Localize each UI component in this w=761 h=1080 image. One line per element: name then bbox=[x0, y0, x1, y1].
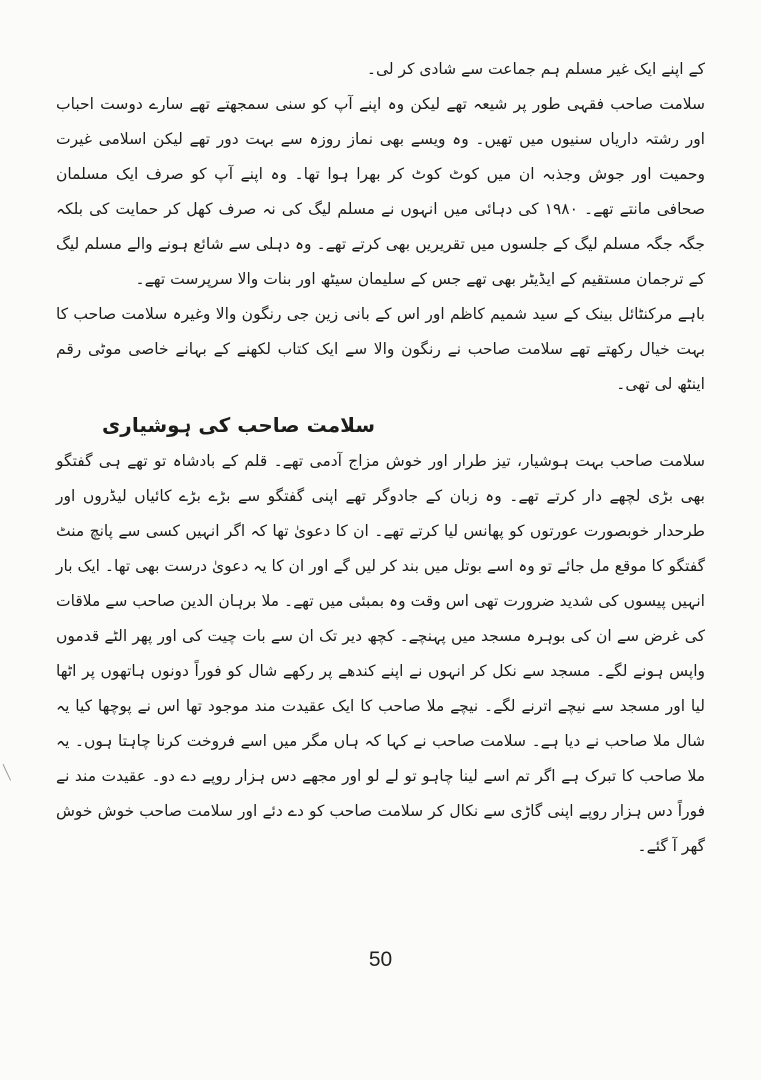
section-body bbox=[56, 444, 705, 864]
page-number: 50 bbox=[368, 948, 393, 971]
paragraph: باہے مرکنٹائل بینک کے سید شمیم کاظم اور اس کے بانی زین جی رنگون والا وغیرہ سلامت صاحب کا بہت خیال رکھتے تھے سلامت صاحب نے رنگون والا سے ایک کتاب لکھنے کے بہانے خاصی موٹی رقم اینٹھ لی تھی۔ bbox=[56, 305, 705, 393]
scan-edge-mark bbox=[3, 761, 17, 780]
paragraph: کے اپنے ایک غیر مسلم ہم جماعت سے شادی کر لی۔ bbox=[366, 60, 705, 78]
section-intro bbox=[56, 52, 705, 402]
section-heading: سلامت صاحب کی ہوشیاری bbox=[101, 413, 375, 437]
paragraph: سلامت صاحب فقہی طور پر شیعہ تھے لیکن وہ اپنے آپ کو سنی سمجھتے تھے سارے دوست احباب اور رشتہ داریاں سنیوں میں تھیں۔ وہ ویسے بھی نماز روزہ سے بہت دور تھے لیکن اسلامی غیرت وحمیت اور جوش وجذبہ ان میں کوٹ کوٹ کر بھرا ہوا تھا۔ وہ اپنے آپ کو صرف ایک مسلمان صحافی مانتے تھے۔ ۱۹۸۰ کی دہائی میں انہوں نے مسلم لیگ کی نہ صرف کھل کر حمایت کی بلکہ جگہ جگہ مسلم لیگ کے جلسوں میں تقریریں بھی کرتے تھے۔ وہ دہلی سے شائع ہونے والے مسلم لیگ کے ترجمان مستقیم کے ایڈیٹر بھی تھے جس کے سلیمان سیٹھ اور بنات والا سرپرست تھے۔ bbox=[56, 95, 705, 288]
paragraph: سلامت صاحب بہت ہوشیار، تیز طرار اور خوش مزاج آدمی تھے۔ قلم کے بادشاہ تو تھے ہی گفتگو بھی بڑی لچھے دار کرتے تھے۔ وہ زبان کے جادوگر تھے اپنی گفتگو سے بڑے بڑے کائیاں لیڈروں اور طرحدار خوبصورت عورتوں کو پھانس لیا کرتے تھے۔ ان کا دعویٰ تھا کہ اگر انہیں کسی سے پانچ منٹ گفتگو کا موقع مل جائے تو وہ اسے بوتل میں بند کر لیں گے اور ان کا یہ دعویٰ درست بھی تھا۔ ایک بار انہیں پیسوں کی شدید ضرورت تھی اس وقت وہ بمبئی میں تھے۔ ملا برہان الدین صاحب سے ملاقات کی غرض سے ان کی بوہرہ مسجد میں پہنچے۔ کچھ دیر تک ان سے بات چیت کی اور پھر الٹے قدموں واپس ہونے لگے۔ مسجد سے نکل کر انہوں نے اپنے کندھے پر رکھے شال کو فوراً دونوں ہاتھوں پر اٹھا لیا اور مسجد سے نیچے اترنے لگے۔ نیچے ملا صاحب کا ایک عقیدت مند موجود تھا اس نے پوچھا کیا یہ شال ملا صاحب نے دیا ہے۔ سلامت صاحب نے کہا کہ ہاں مگر میں اسے فروخت کرنا چاہتا ہوں۔ یہ ملا صاحب کا تبرک ہے اگر تم اسے لینا چاہو تو لے لو اور مجھے دس ہزار روپے دے دو۔ عقیدت مند نے فوراً دس ہزار روپے اپنی گاڑی سے نکال کر سلامت صاحب کو دے دئے اور سلامت صاحب خوش خوش گھر آ گئے۔ bbox=[56, 452, 705, 855]
